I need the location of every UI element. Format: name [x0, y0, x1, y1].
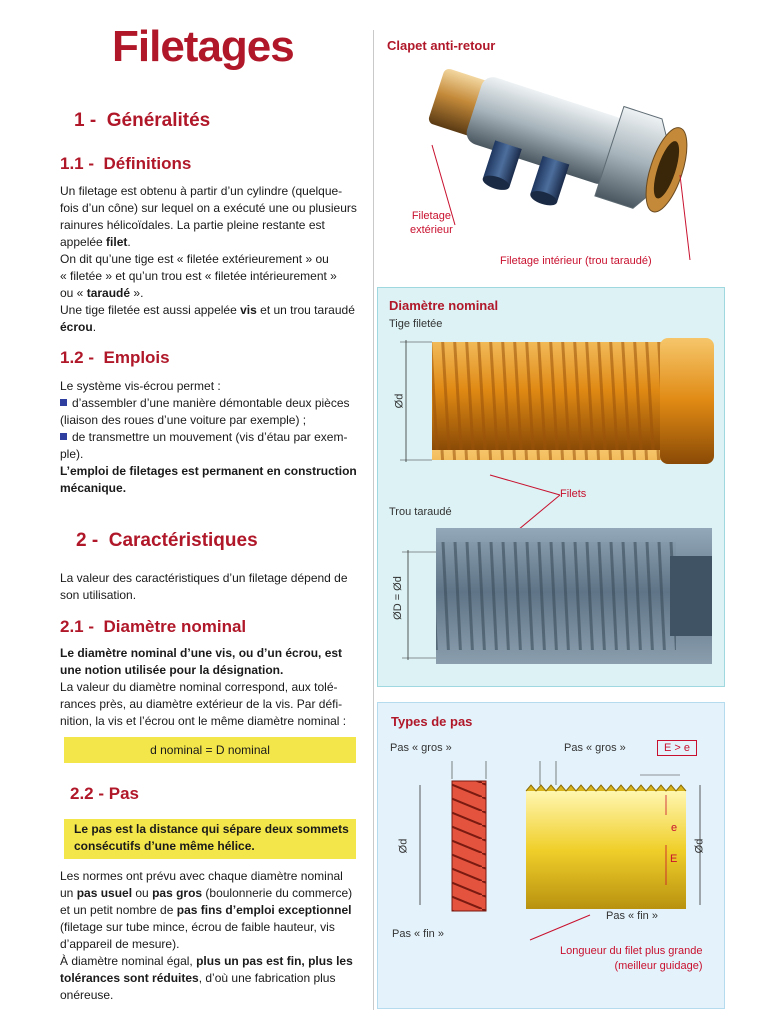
text-run: ». — [130, 286, 144, 300]
section-number: 1.2 - — [60, 348, 95, 367]
column-divider — [373, 30, 374, 1010]
text-run: un — [60, 886, 77, 900]
text-bold: tolérances sont réduites — [60, 971, 199, 985]
section-title: Définitions — [103, 154, 192, 173]
text-run: . — [127, 235, 131, 249]
text-run: (boulonnerie du commerce) — [202, 886, 353, 900]
note-line: (meilleur guidage) — [614, 960, 703, 972]
text-line: La valeur des caractéristiques d’un filetage dépend de — [60, 571, 348, 585]
text-run: , d’où une fabrication plus — [198, 971, 336, 985]
text-line — [60, 234, 365, 251]
section-title: Caractéristiques — [108, 530, 258, 551]
screw-diameter-label: Ød — [693, 838, 706, 854]
text-line: consécutifs d’une même hélice. — [74, 839, 255, 853]
text-bold: pas usuel — [76, 886, 133, 900]
text-line — [60, 953, 370, 970]
section-title: Pas — [108, 784, 140, 803]
text-line: mécanique. — [60, 481, 127, 495]
section-number: 1.1 - — [60, 154, 95, 173]
pitch-text — [60, 868, 370, 1004]
bullet-item — [60, 395, 365, 412]
pitch-types-title: Types de pas — [391, 714, 473, 729]
coarse-pitch-label-left: Pas « gros » — [390, 742, 452, 754]
text-line: (liaison des roues d’une voiture par exemple) ; — [60, 413, 307, 427]
text-run: et un petit nombre de — [60, 903, 177, 917]
section-1-heading — [74, 110, 210, 132]
text-run: d’assembler d’une manière démontable deux pièces — [72, 396, 350, 410]
text-line — [60, 319, 365, 336]
text-line — [60, 285, 365, 302]
section-title: Diamètre nominal — [103, 617, 247, 636]
nut-diameter-label: Ød — [397, 838, 410, 854]
text-bold: pas gros — [152, 886, 203, 900]
text-line: son utilisation. — [60, 588, 137, 602]
nominal-diameter-title: Diamètre nominal — [389, 298, 499, 313]
section-title: Emplois — [103, 348, 170, 367]
text-line: rainures hélicoïdales. La partie pleine restante est — [60, 218, 325, 232]
text-bold: pas fins d’emploi exceptionnel — [176, 903, 352, 917]
text-line — [60, 302, 365, 319]
text-line: nition, la vis et l’écrou ont le même diamètre nominal : — [60, 714, 347, 728]
threaded-rod-label: Tige filetée — [389, 318, 443, 330]
thread-length-note — [560, 944, 703, 974]
tapped-hole-illustration — [380, 522, 720, 667]
text-line: L’emploi de filetages est permanent en construction — [60, 464, 357, 478]
text-bold: plus un pas est fin, plus les — [196, 954, 353, 968]
text-line: La valeur du diamètre nominal correspond, aux tolé- — [60, 680, 338, 694]
text-run: appelée — [60, 235, 107, 249]
text-run: À diamètre nominal égal, — [60, 954, 197, 968]
comparison-badge: E > e — [657, 740, 697, 756]
check-valve-illustration — [380, 55, 710, 275]
bullet-item — [60, 429, 365, 446]
text-run: ou — [132, 886, 153, 900]
definitions-text — [60, 183, 365, 336]
nominal-diameter-text — [60, 645, 365, 730]
text-run: Une tige filetée est aussi appelée — [60, 303, 241, 317]
label-line: extérieur — [410, 224, 453, 236]
text-line: rances près, au diamètre extérieur de la vis. Par défi- — [60, 697, 343, 711]
text-line — [60, 902, 370, 919]
fine-pitch-label-right: Pas « fin » — [606, 910, 658, 922]
page-title: Filetages — [112, 22, 294, 71]
text-line — [60, 885, 370, 902]
hole-diameter-label: ØD = Ød — [391, 576, 404, 620]
large-depth-label: E — [670, 853, 678, 865]
text-line: Les normes ont prévu avec chaque diamètre nominal — [60, 869, 343, 883]
text-line: onéreuse. — [60, 988, 114, 1002]
external-thread-label — [410, 209, 453, 237]
section-number: 1 - — [74, 110, 97, 131]
tapped-hole-label: Trou taraudé — [389, 506, 452, 518]
characteristics-text — [60, 570, 365, 604]
bullet-icon — [60, 433, 67, 440]
section-2-heading — [76, 530, 258, 552]
text-line: « filetée » et qu’un trou est « filetée intérieurement » — [60, 269, 337, 283]
section-1-1-heading — [60, 154, 191, 174]
note-line: Longueur du filet plus grande — [560, 945, 703, 957]
label-line: Filetage — [411, 210, 451, 222]
section-number: 2 - — [76, 530, 99, 551]
text-line: fois d’un cône) sur lequel on a exécuté une ou plusieurs — [60, 201, 357, 215]
section-number: 2.2 - — [70, 784, 105, 803]
text-line: Le pas est la distance qui sépare deux sommets — [74, 822, 349, 836]
text-line: On dit qu’une tige est « filetée extérieurement » ou — [60, 252, 329, 266]
text-run: et un trou taraudé — [256, 303, 355, 317]
small-depth-label: e — [671, 822, 678, 834]
section-1-2-heading — [60, 348, 170, 368]
text-line: ple). — [60, 447, 84, 461]
text-bold: vis — [240, 303, 257, 317]
text-run: ou « — [60, 286, 87, 300]
text-line — [60, 970, 370, 987]
internal-thread-label: Filetage intérieur (trou taraudé) — [500, 255, 652, 267]
text-line: Le système vis-écrou permet : — [60, 379, 221, 393]
fine-pitch-label-left: Pas « fin » — [392, 928, 444, 940]
section-title: Généralités — [106, 110, 211, 131]
rod-diameter-label: Ød — [393, 393, 406, 409]
coarse-pitch-label-right: Pas « gros » — [564, 742, 626, 754]
text-line: Le diamètre nominal d’une vis, ou d’un écrou, est — [60, 646, 343, 660]
text-bold: taraudé — [86, 286, 131, 300]
section-2-1-heading — [60, 617, 246, 637]
threads-label: Filets — [560, 488, 587, 500]
text-line: Un filetage est obtenu à partir d’un cylindre (quelque- — [60, 184, 343, 198]
valve-figure-title: Clapet anti-retour — [387, 38, 496, 53]
uses-text — [60, 378, 365, 497]
section-number: 2.1 - — [60, 617, 95, 636]
text-bold: écrou — [60, 320, 93, 334]
text-line: (filetage sur tube mince, écrou de faible hauteur, vis — [60, 920, 335, 934]
text-run: . — [92, 320, 97, 334]
text-run: de transmettre un mouvement (vis d’étau par exem- — [72, 430, 348, 444]
formula-box: d nominal = D nominal — [64, 737, 356, 763]
threaded-rod-illustration — [380, 330, 720, 470]
text-line: d’appareil de mesure). — [60, 937, 180, 951]
bullet-icon — [60, 399, 67, 406]
text-bold: filet — [106, 235, 128, 249]
section-2-2-heading — [70, 784, 139, 804]
pitch-comparison-illustration — [380, 755, 720, 950]
definition-box — [64, 819, 356, 859]
text-line: une notion utilisée pour la désignation. — [60, 663, 284, 677]
